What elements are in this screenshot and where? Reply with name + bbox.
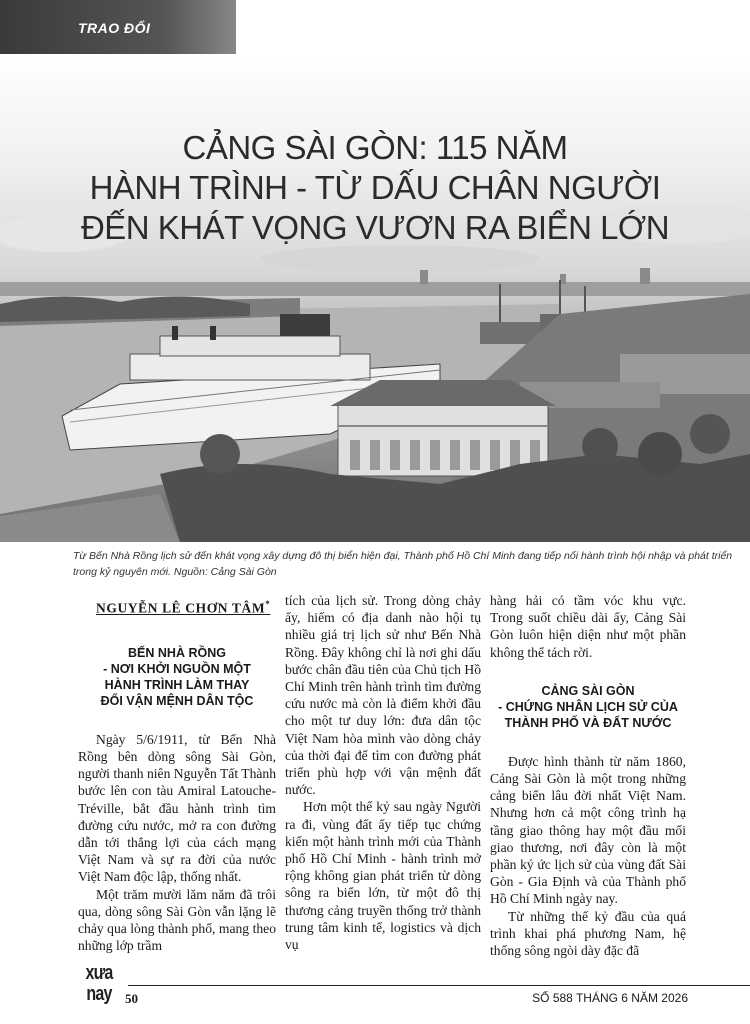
logo-line: xưa [85,962,113,984]
section-tab [0,0,236,54]
author-byline [78,596,276,617]
subheading-line: BẾN NHÀ RỒNG [128,645,226,660]
issue-label: SỐ 588 THÁNG 6 NĂM 2026 [532,991,688,1005]
paragraph: Ngày 5/6/1911, từ Bến Nhà Rồng bên dòng sông Sài Gòn, người thanh niên Nguyễn Tất Thành bước lên con tàu Amiral Latouche-Tréville, bắt đầu hành trình tìm đường cứu nước, mở ra con đường dẫn tới thắng lợi của cách mạng Việt Nam và sự ra đời của nước Việt Nam độc lập, thống nhất. [78,731,276,885]
subheading-line: - NƠI KHỞI NGUỒN MỘT [103,661,251,676]
paragraph: Hơn một thế kỷ sau ngày Người ra đi, vùng đất ấy tiếp tục chứng kiến một hành trình mới của Thành phố Hồ Chí Minh - hành trình mở rộng không gian phát triển từ dòng sông ra biển lớn, từ một đô thị thương cảng truyền thống trở thành trung tâm kinh tế, logistics và dịch vụ [285,799,481,953]
page-number: 50 [125,991,138,1006]
subheading-line: - CHỨNG NHÂN LỊCH SỬ CỦA [498,699,678,714]
author-name: NGUYỄN LÊ CHƠN TÂM [96,600,266,616]
author-footnote-mark: * [265,599,271,609]
article-column-1 [78,592,276,954]
magazine-logo [78,963,120,1007]
subheading-line: HÀNH TRÌNH LÀM THAY [104,677,250,692]
paragraph: Từ những thế kỷ đầu của quá trình khai phá phương Nam, hệ thống sông ngòi dày đặc đã [490,908,686,959]
subheading-ben-nha-rong [78,645,276,709]
headline-line-2: HÀNH TRÌNH - TỪ DẤU CHÂN NGƯỜI [89,169,661,206]
paragraph: Được hình thành từ năm 1860, Cảng Sài Gòn là một trong những cảng biển lâu đời nhất Việt Nam. Nhưng hơn cả một công trình hạ tầng giao thông hay một đầu mối giao thương, nơi đây còn là một phần ký ức lịch sử của vùng đất Sài Gòn - Gia Định và của Thành phố Hồ Chí Minh ngày nay. [490,753,686,907]
headline-line-1: CẢNG SÀI GÒN: 115 NĂM [182,129,568,166]
paragraph: hàng hải có tầm vóc khu vực. Trong suốt chiều dài ấy, Cảng Sài Gòn luôn hiện diện như một phần không thể tách rời. [490,593,686,660]
subheading-line: ĐỔI VẬN MỆNH DÂN TỘC [100,693,254,708]
logo-line: nay [86,983,112,1005]
article-column-2 [285,592,481,953]
paragraph: Một trăm mười lăm năm đã trôi qua, dòng sông Sài Gòn vẫn lặng lẽ chảy qua lòng thành phố, mang theo những lớp trầm [78,886,276,954]
footer-rule [128,985,750,986]
subheading-line: THÀNH PHỐ VÀ ĐẤT NƯỚC [504,715,672,730]
photo-caption: Từ Bến Nhà Rồng lịch sử đến khát vọng xây dựng đô thị biển hiện đại, Thành phố Hồ Chí Minh đang tiếp nối hành trình hội nhập và phát triển trong kỷ nguyên mới. Nguồn: Cảng Sài Gòn [73,550,733,578]
subheading-cang-sai-gon [490,683,686,731]
paragraph: tích của lịch sử. Trong dòng chảy ấy, hiếm có địa danh nào hội tụ nhiều giá trị lịch sử như Bến Nhà Rồng. Đây không chỉ là nơi ghi dấu bước chân đầu tiên của Chủ tịch Hồ Chí Minh trên hành trình tìm đường cứu nước mà còn là điểm khởi đầu cho một tư duy lớn: đưa dân tộc Việt Nam hòa mình vào dòng chảy của thời đại để tìm con đường phát triển phù hợp với vận mệnh đất nước. [285,593,481,798]
subheading-line: CẢNG SÀI GÒN [541,683,635,698]
hero-photo [0,54,750,542]
headline [0,128,750,248]
section-label: TRAO ĐỔI [78,20,151,36]
article-column-3 [490,592,686,959]
headline-line-3: ĐẾN KHÁT VỌNG VƯƠN RA BIỂN LỚN [80,209,670,246]
